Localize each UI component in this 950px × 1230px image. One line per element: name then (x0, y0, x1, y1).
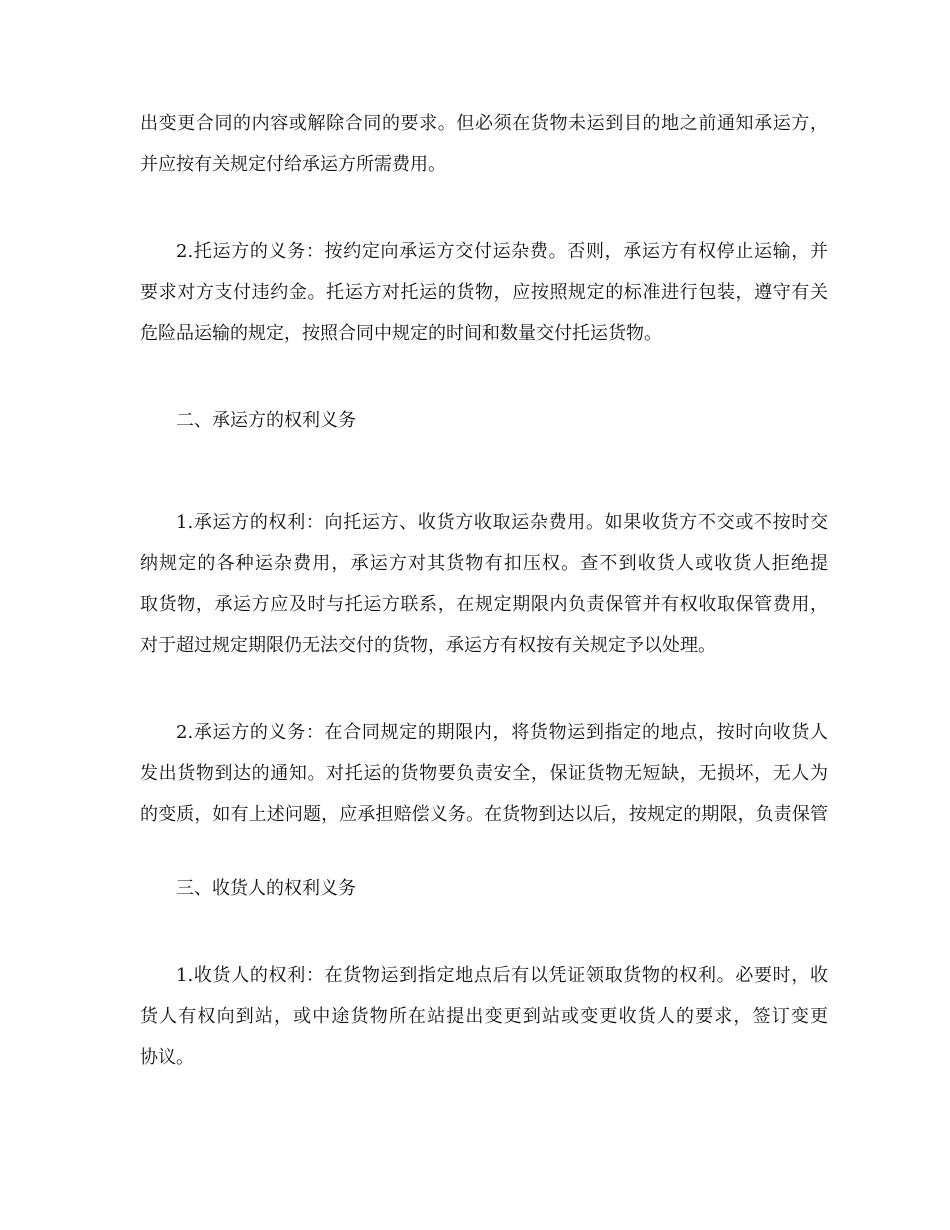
paragraph-line: 取货物，承运方应及时与托运方联系，在规定期限内负责保管并有权收取保管费用， (140, 594, 828, 615)
paragraph-line: 货人有权向到站，或中途货物所在站提出变更到站或变更收货人的要求，签订变更 (140, 1006, 828, 1027)
paragraph-line: 2.托运方的义务：按约定向承运方交付运杂费。否则，承运方有权停止运输，并 (176, 241, 828, 262)
section-heading: 二、承运方的权利义务 (176, 410, 356, 431)
paragraph-line: 危险品运输的规定，按照合同中规定的时间和数量交付托运货物。 (140, 323, 662, 344)
paragraph-line: 2.承运方的义务：在合同规定的期限内，将货物运到指定的地点，按时向收货人 (176, 722, 828, 743)
paragraph-line: 纳规定的各种运杂费用，承运方对其货物有扣压权。查不到收货人或收货人拒绝提 (140, 553, 828, 574)
paragraph-line: 1.收货人的权利：在货物运到指定地点后有以凭证领取货物的权利。必要时，收 (176, 965, 828, 986)
section-heading: 三、收货人的权利义务 (176, 878, 356, 899)
paragraph-line: 的变质，如有上述问题，应承担赔偿义务。在货物到达以后，按规定的期限，负责保管 (140, 804, 828, 825)
paragraph-line: 1.承运方的权利：向托运方、收货方收取运杂费用。如果收货方不交或不按时交 (176, 512, 828, 533)
paragraph-line: 出变更合同的内容或解除合同的要求。但必须在货物未运到目的地之前通知承运方， (140, 113, 828, 134)
paragraph-line: 对于超过规定期限仍无法交付的货物，承运方有权按有关规定予以处理。 (140, 635, 716, 656)
paragraph-line: 协议。 (140, 1047, 194, 1068)
paragraph-line: 要求对方支付违约金。托运方对托运的货物，应按照规定的标准进行包装，遵守有关 (140, 282, 828, 303)
paragraph-line: 发出货物到达的通知。对托运的货物要负责安全，保证货物无短缺，无损坏，无人为 (140, 763, 828, 784)
paragraph-line: 并应按有关规定付给承运方所需费用。 (140, 154, 446, 175)
